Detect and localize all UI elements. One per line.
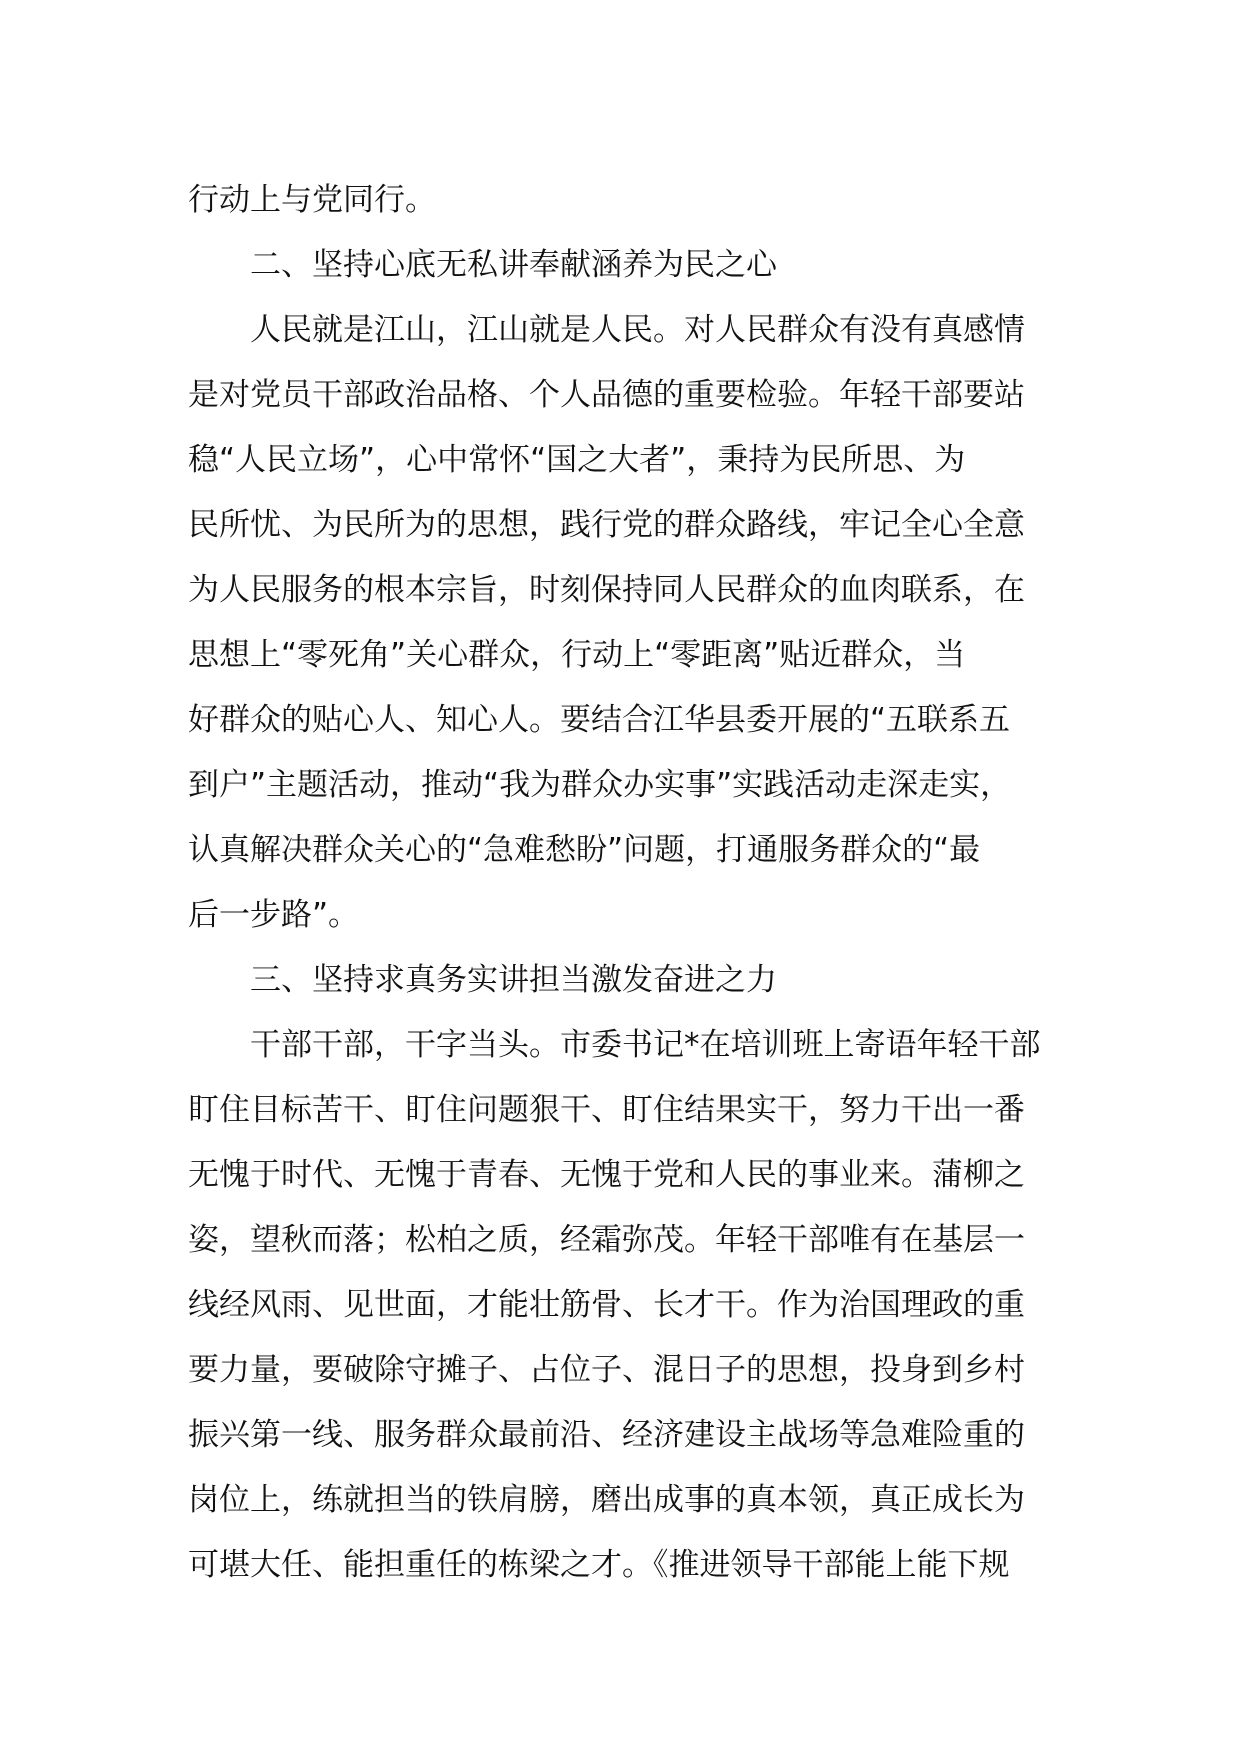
paragraph-first-line: 干部干部，干字当头。市委书记*在培训班上寄语年轻干部 [250, 1027, 1041, 1063]
section-heading: 二、坚持心底无私讲奉献涵养为民之心 [250, 247, 777, 283]
text-line: 稳“人民立场”，心中常怀“国之大者”，秉持为民所思、为 [188, 442, 966, 478]
text-line: 到户”主题活动，推动“我为群众办实事”实践活动走深走实， [188, 767, 1012, 803]
text-line: 岗位上，练就担当的铁肩膀，磨出成事的真本领，真正成长为 [188, 1482, 1025, 1518]
document-body [188, 168, 1068, 1598]
text-line: 是对党员干部政治品格、个人品德的重要检验。年轻干部要站 [188, 377, 1025, 413]
paragraph-first-line: 人民就是江山，江山就是人民。对人民群众有没有真感情 [250, 312, 1025, 348]
text-line: 好群众的贴心人、知心人。要结合江华县委开展的“五联系五 [188, 702, 1011, 738]
section-heading: 三、坚持求真务实讲担当激发奋进之力 [250, 962, 777, 998]
text-line: 线经风雨、见世面，才能壮筋骨、长才干。作为治国理政的重 [188, 1287, 1025, 1323]
text-line: 盯住目标苦干、盯住问题狠干、盯住结果实干，努力干出一番 [188, 1092, 1025, 1128]
text-line: 行动上与党同行。 [188, 182, 436, 218]
text-line: 思想上“零死角”关心群众，行动上“零距离”贴近群众，当 [188, 637, 966, 673]
text-line: 为人民服务的根本宗旨，时刻保持同人民群众的血肉联系，在 [188, 572, 1025, 608]
text-line: 姿，望秋而落；松柏之质，经霜弥茂。年轻干部唯有在基层一 [188, 1222, 1025, 1258]
text-line: 民所忧、为民所为的思想，践行党的群众路线，牢记全心全意 [188, 507, 1025, 543]
text-line: 振兴第一线、服务群众最前沿、经济建设主战场等急难险重的 [188, 1417, 1025, 1453]
text-line: 可堪大任、能担重任的栋梁之才。《推进领导干部能上能下规 [188, 1547, 1010, 1583]
text-line: 要力量，要破除守摊子、占位子、混日子的思想，投身到乡村 [188, 1352, 1025, 1388]
text-line: 认真解决群众关心的“急难愁盼”问题，打通服务群众的“最 [188, 832, 981, 868]
text-line: 后一步路”。 [188, 897, 360, 933]
text-line: 无愧于时代、无愧于青春、无愧于党和人民的事业来。蒲柳之 [188, 1157, 1025, 1193]
